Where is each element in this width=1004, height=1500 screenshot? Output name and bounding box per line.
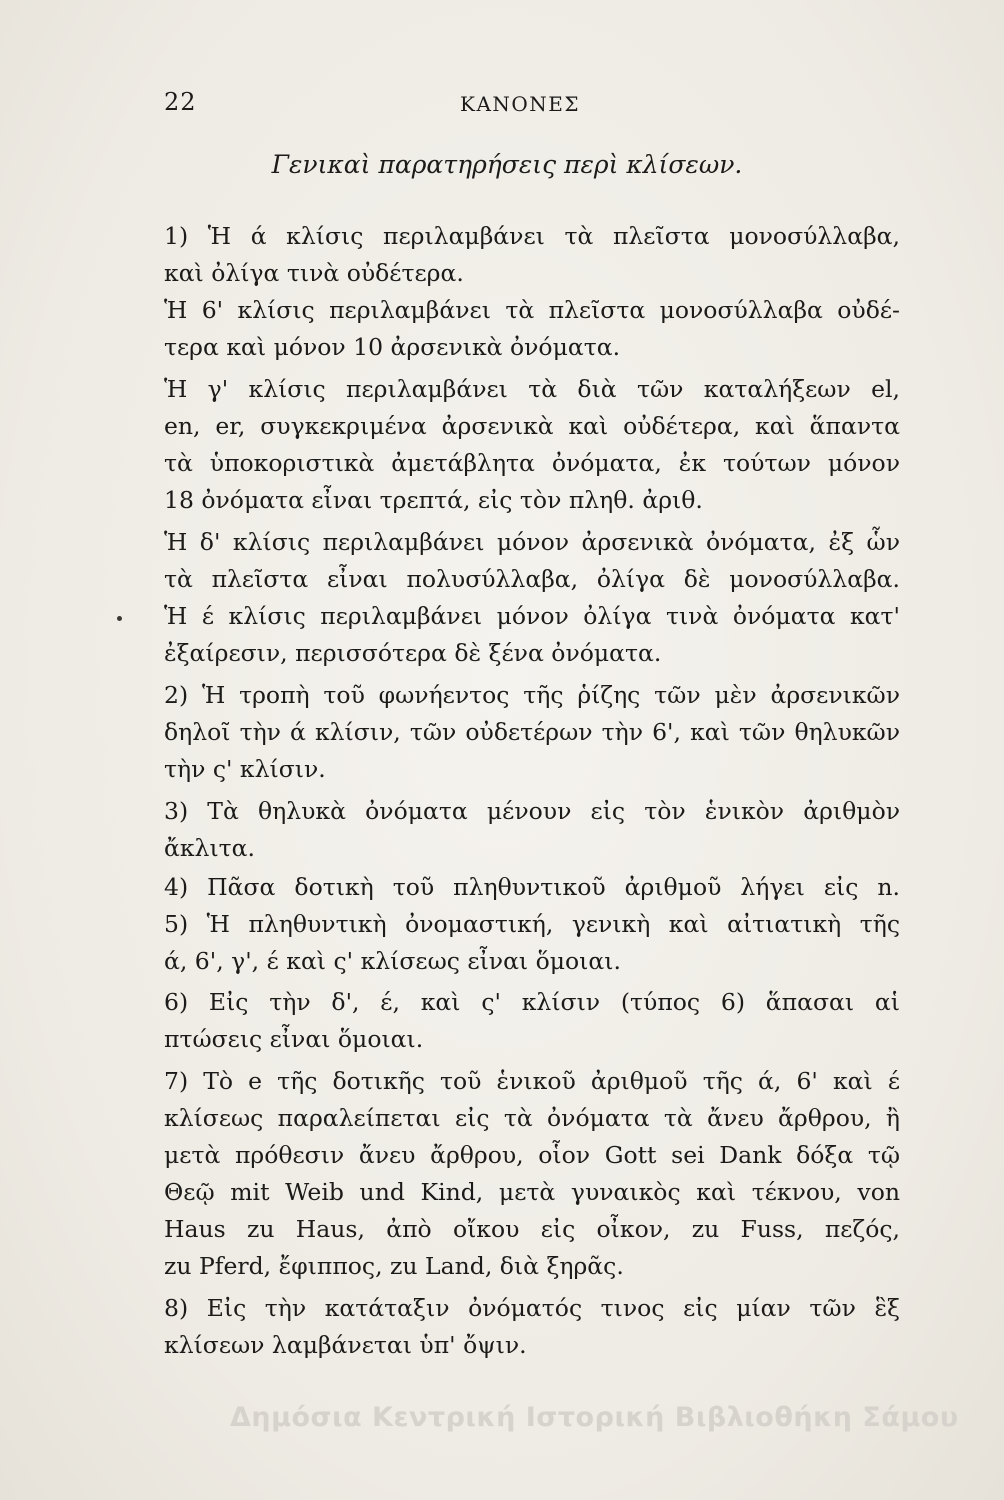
text-line: τὴν ς' κλίσιν.	[164, 755, 326, 783]
text-line: Ἡ γ' κλίσις περιλαμβάνει τὰ διὰ τῶν καταλήξεων el,	[164, 375, 900, 403]
text-line: Ἡ έ κλίσις περιλαμβάνει μόνον ὀλίγα τινὰ ὀνόματα κατ'	[164, 602, 900, 630]
text-line: τὰ ὑποκοριστικὰ ἀμετάβλητα ὀνόματα, ἐκ τούτων μόνον	[164, 449, 900, 477]
text-line: 8) Εἰς τὴν κατάταξιν ὀνόματός τινος εἰς μίαν τῶν ἓξ	[164, 1294, 900, 1322]
text-line: τὰ πλεῖστα εἶναι πολυσύλλαβα, ὀλίγα δὲ μονοσύλλαβα.	[164, 565, 900, 593]
text-line: μετὰ πρόθεσιν ἄνευ ἄρθρου, οἷον Gott sei Dank δόξα τῷ	[164, 1141, 900, 1169]
section-title: Γενικαὶ παρατηρήσεις περὶ κλίσεων.	[271, 150, 743, 179]
text-line: 2) Ἡ τροπὴ τοῦ φωνήεντος τῆς ῥίζης τῶν μὲν ἀρσενικῶν	[164, 681, 900, 709]
text-line: Ἡ 6' κλίσις περιλαμβάνει τὰ πλεῖστα μονοσύλλαβα οὐδέ-	[164, 296, 900, 324]
text-line: κλίσεως παραλείπεται εἰς τὰ ὀνόματα τὰ ἄνευ ἄρθρου, ἢ	[164, 1104, 900, 1132]
text-line: ά, 6', γ', έ καὶ ς' κλίσεως εἶναι ὅμοιαι.	[164, 947, 621, 975]
text-line: Θεῷ mit Weib und Kind, μετὰ γυναικὸς καὶ τέκνου, von	[164, 1178, 900, 1206]
text-line: πτώσεις εἶναι ὅμοιαι.	[164, 1025, 424, 1053]
page-number: 22	[164, 88, 197, 116]
text-line: 3) Τὰ θηλυκὰ ὀνόματα μένουν εἰς τὸν ἑνικὸν ἀριθμὸν	[164, 797, 900, 825]
text-line: ἄκλιτα.	[164, 834, 256, 862]
text-line: καὶ ὀλίγα τινὰ οὐδέτερα.	[164, 259, 464, 287]
text-line: 1) Ἡ ά κλίσις περιλαμβάνει τὰ πλεῖστα μονοσύλλαβα,	[164, 222, 900, 250]
text-line: en, er, συγκεκριμένα ἀρσενικὰ καὶ οὐδέτερα, καὶ ἅπαντα	[164, 412, 900, 440]
text-line: Ἡ δ' κλίσις περιλαμβάνει μόνον ἀρσενικὰ ὀνόματα, ἐξ ὧν	[164, 528, 900, 556]
text-line: τερα καὶ μόνον 10 ἀρσενικὰ ὀνόματα.	[164, 333, 621, 361]
text-line: 7) Τὸ e τῆς δοτικῆς τοῦ ἑνικοῦ ἀριθμοῦ τῆς ά, 6' καὶ έ	[164, 1067, 900, 1095]
page-header	[164, 88, 864, 118]
text-line: δηλοῖ τὴν ά κλίσιν, τῶν οὐδετέρων τὴν 6', καὶ τῶν θηλυκῶν	[164, 718, 900, 746]
text-line: Haus zu Haus, ἀπὸ οἴκου εἰς οἶκον, zu Fuss, πεζός,	[164, 1215, 900, 1243]
text-line: zu Pferd, ἔφιππος, zu Land, διὰ ξηρᾶς.	[164, 1252, 624, 1280]
library-watermark: Δημόσια Κεντρική Ιστορική Βιβλιοθήκη Σάμου	[230, 1402, 959, 1433]
text-line: ἐξαίρεσιν, περισσότερα δὲ ξένα ὀνόματα.	[164, 639, 662, 667]
text-line: 5) Ἡ πληθυντικὴ ὀνομαστική, γενικὴ καὶ αἰτιατικὴ τῆς	[164, 910, 900, 938]
text-line: 18 ὀνόματα εἶναι τρεπτά, εἰς τὸν πληθ. ἀριθ.	[164, 486, 703, 514]
margin-dot	[117, 616, 122, 621]
text-line: 4) Πᾶσα δοτικὴ τοῦ πληθυντικοῦ ἀριθμοῦ λήγει εἰς n.	[164, 873, 900, 901]
text-line: 6) Εἰς τὴν δ', έ, καὶ ς' κλίσιν (τύπος 6) ἅπασαι αἱ	[164, 988, 900, 1016]
running-head: ΚΑΝΟΝΕΣ	[460, 92, 581, 116]
text-line: κλίσεων λαμβάνεται ὑπ' ὄψιν.	[164, 1331, 527, 1359]
